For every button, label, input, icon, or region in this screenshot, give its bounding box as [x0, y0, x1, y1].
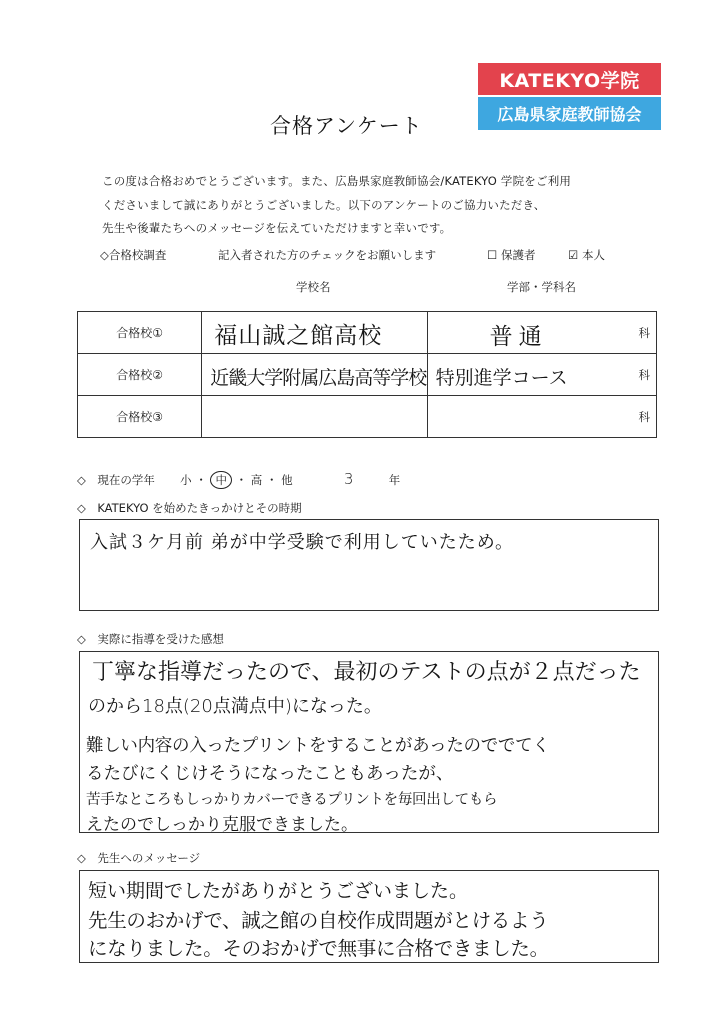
department-2-suffix: 科: [638, 368, 650, 382]
q3-line-3: になりました。そのおかげで無事に合格できました。: [88, 937, 549, 960]
grade-sep: ・: [195, 473, 207, 487]
q2-line-6: えたのでしっかり克服できました。: [86, 815, 358, 835]
self-checkbox[interactable]: ☑: [568, 248, 579, 262]
q2-line-3: 難しい内容の入ったプリントをすることがあったのででてく: [86, 736, 550, 756]
self-option[interactable]: [568, 247, 605, 263]
page-title: 合格アンケート: [270, 114, 423, 138]
q3-line-1: 短い期間でしたがありがとうございました。: [88, 880, 469, 902]
katekyo-logo: KATEKYO学院: [478, 63, 661, 95]
table-row: [78, 354, 657, 396]
q1-answer: 入試３ケ月前 弟が中学受験で利用していたため。: [90, 532, 514, 553]
department-1-suffix: 科: [638, 326, 650, 340]
q2-line-5: 苦手なところもしっかりカバーできるプリントを毎回出してもら: [86, 792, 498, 808]
department-2-cell[interactable]: [427, 354, 656, 396]
q3-label: ◇ 先生へのメッセージ: [77, 851, 201, 865]
grade-option-other[interactable]: 他: [281, 473, 293, 487]
q2-line-2: のから18点(20点満点中)になった。: [88, 696, 382, 717]
guardian-label: 保護者: [500, 248, 536, 262]
department-1-name: 普通: [489, 324, 548, 350]
guardian-option[interactable]: [487, 247, 535, 263]
school-2-cell[interactable]: [202, 354, 427, 396]
guardian-checkbox[interactable]: ☐: [487, 248, 498, 262]
school-column-header: 学校名: [296, 280, 331, 294]
grade-option-high[interactable]: 高: [250, 473, 263, 487]
q2-line-4: るたびにくじけそうになったこともあったが、: [86, 764, 454, 784]
survey-section-label: ◇合格校調査: [100, 248, 167, 262]
grade-row: [77, 470, 400, 489]
q2-line-1: 丁寧な指導だったので、最初のテストの点が２点だった: [92, 660, 641, 685]
school-1-label: 合格校①: [78, 312, 202, 354]
q1-label: ◇ KATEKYO を始めたきっかけとその時期: [77, 501, 302, 515]
grade-number: 3: [343, 470, 354, 488]
school-1-name: 福山誠之館高校: [214, 323, 383, 349]
grade-sep: ・: [235, 473, 248, 487]
q3-line-2: 先生のおかげで、誠之館の自校作成問題がとけるよう: [88, 909, 549, 932]
school-3-label: 合格校③: [78, 396, 202, 438]
table-row: [78, 396, 657, 438]
intro-line-2: くださいまして誠にありがとうございました。以下のアンケートのご協力いただき、: [102, 198, 546, 212]
school-1-cell[interactable]: [202, 312, 427, 354]
department-2-name: 特別進学コース: [435, 367, 568, 389]
intro-line-1: この度は合格おめでとうございます。また、広島県家庭教師協会/KATEKYO 学院をご利用: [102, 174, 572, 188]
department-3-suffix: 科: [638, 410, 650, 424]
department-3-cell[interactable]: [427, 396, 656, 438]
intro-line-3: 先生や後輩たちへのメッセージを伝えていただけますと幸いです。: [102, 221, 452, 235]
association-logo: 広島県家庭教師協会: [478, 97, 661, 130]
school-3-cell[interactable]: [202, 396, 427, 438]
department-1-cell[interactable]: [427, 312, 656, 354]
grade-option-elementary[interactable]: 小: [180, 473, 192, 487]
table-row: [78, 312, 657, 354]
school-2-name: 近畿大学附属広島高等学校: [210, 367, 427, 389]
survey-instruction: 記入者された方のチェックをお願いします: [218, 248, 437, 262]
grade-option-middle[interactable]: 中: [210, 471, 232, 489]
grade-label: ◇ 現在の学年: [77, 473, 155, 487]
grade-sep: ・: [265, 473, 278, 487]
school-2-label: 合格校②: [78, 354, 202, 396]
q2-label: ◇ 実際に指導を受けた感想: [77, 632, 224, 646]
department-column-header: 学部・学科名: [507, 280, 576, 294]
schools-table: [77, 311, 657, 438]
self-label: 本人: [581, 248, 605, 262]
q1-answer-box[interactable]: [79, 519, 659, 611]
q3-answer-box[interactable]: [79, 870, 659, 963]
grade-suffix: 年: [388, 473, 401, 487]
q2-answer-box[interactable]: [79, 651, 659, 833]
